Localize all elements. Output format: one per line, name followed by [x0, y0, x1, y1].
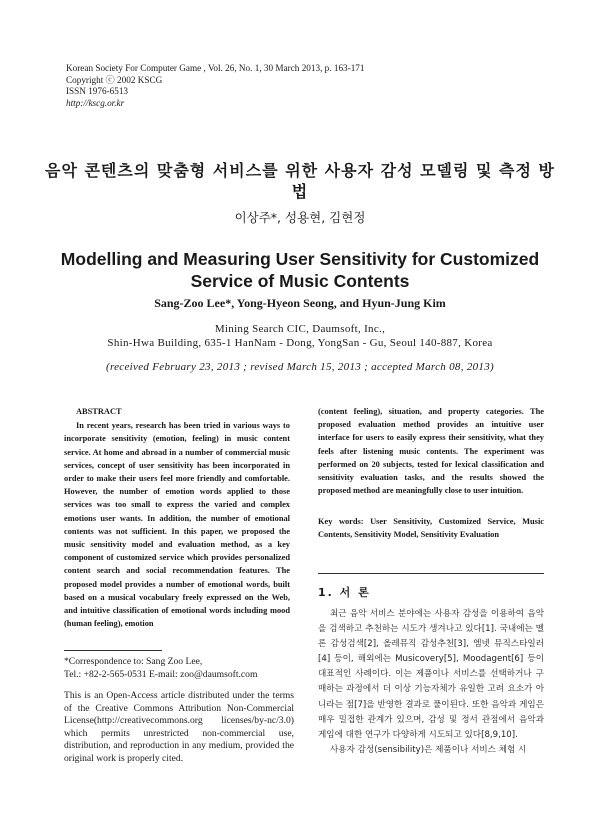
- abstract-heading: ABSTRACT: [76, 407, 122, 416]
- abstract-text-left: In recent years, research has been tried in various ways to incorporate sensitivity (emotion, feeling) in music content service. At home and abroad in a number of commercial music services, concept of user sensitivity has been incorporated in order to make their users feel more friendly and comfortable. However, the number of emotion words applied to those services was too small to express the varied and complex emotions user wants. In addition, the number of emotional contents was not sufficient. In this paper, we proposed the music sensitivity model and evaluation method, as a key component of customized service which provides personalized content search and social recommendation features. The proposed model provides a number of emotional words, built based on a musical vocabulary freely expressed on the Web, and intuitive classification of emotional words including mood (human feeling), emotion: [64, 421, 290, 629]
- journal-header: [66, 63, 364, 109]
- license-notice: This is an Open-Access article distributed under the terms of the Creative Commons Attribution Non-Commercial License(http://creativecommons.org licenses/by-nc/3.0) which permits unrestricted non-commercial use, distribution, and reproduction in any medium, provided the original work is properly cited.: [64, 690, 294, 764]
- english-title: Modelling and Measuring User Sensitivity for Customized Service of Music Contents: [60, 249, 540, 291]
- section-heading: 1. 서 론: [318, 586, 371, 599]
- korean-title: 음악 콘텐츠의 맞춤형 서비스를 위한 사용자 감성 모델링 및 측정 방법: [44, 161, 556, 201]
- english-authors: Sang-Zoo Lee*, Yong-Hyeon Seong, and Hyun-Jung Kim: [154, 296, 446, 310]
- contact-info: Tel.: +82-2-565-0531 E-mail: zoo@daumsoft.com: [64, 668, 258, 680]
- journal-issn: ISSN 1976-6513: [66, 86, 129, 96]
- keywords: Key words: User Sensitivity, Customized Service, Music Contents, Sensitivity Model, Sensitivity Evaluation: [318, 517, 544, 540]
- journal-url[interactable]: http://kscg.or.kr: [66, 97, 125, 108]
- abstract-left-column: [64, 405, 290, 630]
- affiliation-line1: Mining Search CIC, Daumsoft, Inc.,: [214, 323, 386, 335]
- abstract-text-right: (content feeling), situation, and property categories. The proposed evaluation method provides an intuitive user interface for users to easily express their sensitivity, what they feels after listening music contents. The experiment was performed on 20 subjects, tested for lexical classification and sensitivity evaluation tasks, and the results showed the proposed method are meaningfully close to user intuition.: [318, 407, 544, 496]
- affiliation: [0, 322, 600, 350]
- intro-paragraph-2: 사용자 감성(sensibility)은 제품이나 서비스 체험 시: [330, 744, 527, 755]
- affiliation-line2: Shin-Hwa Building, 635-1 HanNam - Dong, YongSan - Gu, Seoul 140-887, Korea: [107, 337, 493, 349]
- introduction-text: [318, 607, 544, 758]
- journal-citation: Korean Society For Computer Game , Vol. 26, No. 1, 30 March 2013, p. 163-171: [66, 63, 365, 73]
- abstract-right-column: [318, 405, 544, 497]
- journal-copyright: Copyright ⓒ 2002 KSCG: [66, 74, 163, 85]
- correspondence: *Correspondence to: Sang Zoo Lee,: [64, 656, 203, 667]
- footnote-divider: [64, 650, 162, 651]
- footnote: [64, 656, 294, 681]
- section-divider: [318, 573, 544, 574]
- received-dates: (received February 23, 2013 ; revised March 15, 2013 ; accepted March 08, 2013): [105, 361, 494, 373]
- korean-authors: 이상주*, 성용현, 김현정: [234, 210, 366, 225]
- intro-paragraph-1: 최근 음악 서비스 분야에는 사용자 감성을 이용하여 음악을 검색하고 추천하는 시도가 생겨나고 있다[1]. 국내에는 멜론 감성검색[2], 올레뮤직 감성추천[3], 엠넷 뮤직스타일러[4] 등이, 해외에는 Musicovery[5], Moodagent[6] 등이 대표적인 사례이다. 이는 제품이나 서비스를 선택하거나 구매하는 과정에서 더 이상 기능자체가 유일한 고려 요소가 아니라는 점[7]을 반영한 결과로 풀이된다. 또한 음악과 게임은 매우 밀접한 관계가 있으며, 감성 및 정서 관점에서 음악과 게임에 대한 연구가 다양하게 시도되고 있다[8,9,10].: [318, 609, 544, 740]
